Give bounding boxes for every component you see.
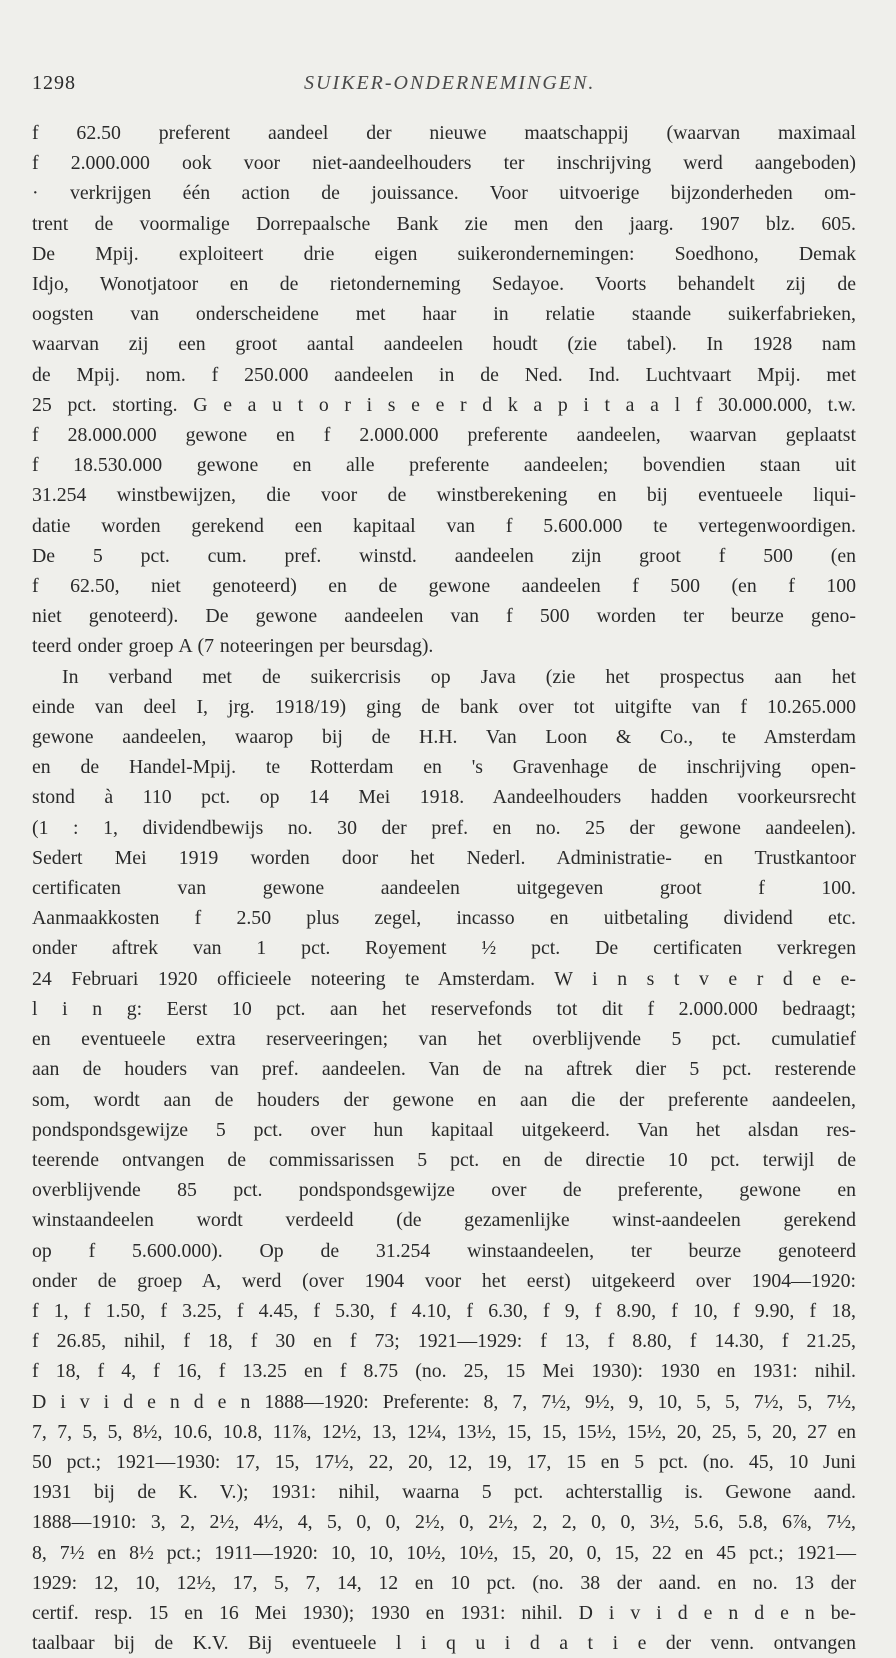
text-line: onder aftrek van 1 pct. Royement ½ pct. De certificaten verkregen <box>32 937 856 960</box>
text-line: som, wordt aan de houders der gewone en aan die der preferente aandeelen, <box>32 1088 856 1111</box>
running-title: SUIKER-ONDERNEMINGEN. <box>304 72 596 94</box>
body-text <box>32 118 856 1658</box>
text-line: In verband met de suikercrisis op Java (zie het prospectus aan het <box>62 665 856 688</box>
text-line: winstaandeelen wordt verdeeld (de gezamenlijke winst-aandeelen gerekend <box>32 1209 856 1232</box>
text-line: 50 pct.; 1921—1930: 17, 15, 17½, 22, 20, 12, 19, 17, 15 en 5 pct. (no. 45, 10 Juni <box>32 1450 856 1473</box>
text-line: certif. resp. 15 en 16 Mei 1930); 1930 en 1931: nihil. D i v i d e n d e n be- <box>32 1601 856 1624</box>
text-line: onder de groep A, werd (over 1904 voor het eerst) uitgekeerd over 1904—1920: <box>32 1269 856 1292</box>
text-line: einde van deel I, jrg. 1918/19) ging de bank over tot uitgifte van f 10.265.000 <box>32 695 856 718</box>
text-line: f 28.000.000 gewone en f 2.000.000 preferente aandeelen, waarvan geplaatst <box>32 424 856 447</box>
text-line: niet genoteerd). De gewone aandeelen van f 500 worden ter beurze geno- <box>32 605 856 628</box>
text-line: op f 5.600.000). Op de 31.254 winstaandeelen, ter beurze genoteerd <box>32 1239 856 1262</box>
text-line: (1 : 1, dividendbewijs no. 30 der pref. en no. 25 der gewone aandeelen). <box>32 816 856 839</box>
text-line: 24 Februari 1920 officieele noteering te Amsterdam. W i n s t v e r d e e- <box>32 967 856 990</box>
text-line: Idjo, Wonotjatoor en de rietonderneming Sedayoe. Voorts behandelt zij de <box>32 273 856 296</box>
text-line: · verkrijgen één action de jouissance. Voor uitvoerige bijzonderheden om- <box>32 182 856 205</box>
text-line: aan de houders van pref. aandeelen. Van de na aftrek dier 5 pct. resterende <box>32 1058 856 1081</box>
text-line: stond à 110 pct. op 14 Mei 1918. Aandeelhouders hadden voorkeursrecht <box>32 786 856 809</box>
text-line: f 62.50 preferent aandeel der nieuwe maatschappij (waarvan maximaal <box>32 122 856 144</box>
text-line: trent de voormalige Dorrepaalsche Bank zie men den jaarg. 1907 blz. 605. <box>32 212 856 235</box>
text-line: 1931 bij de K. V.); 1931: nihil, waarna 5 pct. achterstallig is. Gewone aand. <box>32 1481 856 1504</box>
text-line: De Mpij. exploiteert drie eigen suikerondernemingen: Soedhono, Demak <box>32 242 856 265</box>
text-line: 1888—1910: 3, 2, 2½, 4½, 4, 5, 0, 0, 2½, 0, 2½, 2, 2, 0, 0, 3½, 5.6, 5.8, 6⅞, 7½, <box>32 1511 856 1534</box>
text-line: waarvan zij een groot aantal aandeelen houdt (zie tabel). In 1928 nam <box>32 333 856 356</box>
text-line: f 26.85, nihil, f 18, f 30 en f 73; 1921—1929: f 13, f 8.80, f 14.30, f 21.25, <box>32 1330 856 1353</box>
text-line: 25 pct. storting. G e a u t o r i s e e r d k a p i t a a l f 30.000.000, t.w. <box>32 393 856 416</box>
text-line: De 5 pct. cum. pref. winstd. aandeelen zijn groot f 500 (en <box>32 544 856 567</box>
text-line: en de Handel-Mpij. te Rotterdam en 's Gravenhage de inschrijving open- <box>32 756 856 779</box>
text-line: f 18.530.000 gewone en alle preferente aandeelen; bovendien staan uit <box>32 454 856 477</box>
text-line: 1929: 12, 10, 12½, 17, 5, 7, 14, 12 en 10 pct. (no. 38 der aand. en no. 13 der <box>32 1571 856 1594</box>
text-line: D i v i d e n d e n 1888—1920: Preferente: 8, 7, 7½, 9½, 9, 10, 5, 5, 7½, 5, 7½, <box>32 1390 856 1413</box>
text-line: de Mpij. nom. f 250.000 aandeelen in de Ned. Ind. Luchtvaart Mpij. met <box>32 363 856 386</box>
text-line: f 2.000.000 ook voor niet-aandeelhouders ter inschrijving werd aangeboden) <box>32 152 856 175</box>
text-line: certificaten van gewone aandeelen uitgegeven groot f 100. <box>32 877 856 900</box>
text-line: f 18, f 4, f 16, f 13.25 en f 8.75 (no. 25, 15 Mei 1930): 1930 en 1931: nihil. <box>32 1360 856 1383</box>
text-line: teerende ontvangen de commissarissen 5 pct. en de directie 10 pct. terwijl de <box>32 1148 856 1171</box>
text-line: teerd onder groep A (7 noteeringen per beursdag). <box>32 635 434 658</box>
text-line: 7, 7, 5, 5, 8½, 10.6, 10.8, 11⅞, 12½, 13, 12¼, 13½, 15, 15, 15½, 15½, 20, 25, 5, 20, 27 en <box>32 1420 856 1443</box>
text-line: datie worden gerekend een kapitaal van f 5.600.000 te vertegenwoordigen. <box>32 514 856 537</box>
text-line: en eventueele extra reserveeringen; van het overblijvende 5 pct. cumulatief <box>32 1028 856 1051</box>
text-line: overblijvende 85 pct. pondspondsgewijze over de preferente, gewone en <box>32 1179 856 1202</box>
text-line: Aanmaakkosten f 2.50 plus zegel, incasso en uitbetaling dividend etc. <box>32 907 856 930</box>
text-line: f 1, f 1.50, f 3.25, f 4.45, f 5.30, f 4.10, f 6.30, f 9, f 8.90, f 10, f 9.90, f 18, <box>32 1299 856 1322</box>
text-line: gewone aandeelen, waarop bij de H.H. Van Loon & Co., te Amsterdam <box>32 726 856 749</box>
page-number: 1298 <box>32 72 76 94</box>
text-line: l i n g: Eerst 10 pct. aan het reservefonds tot dit f 2.000.000 bedraagt; <box>32 997 856 1020</box>
text-line: oogsten van onderscheidene met haar in relatie staande suikerfabrieken, <box>32 303 856 326</box>
text-line: Sedert Mei 1919 worden door het Nederl. Administratie- en Trustkantoor <box>32 846 856 869</box>
text-line: 8, 7½ en 8½ pct.; 1911—1920: 10, 10, 10½, 10½, 15, 20, 0, 15, 22 en 45 pct.; 1921— <box>32 1541 856 1564</box>
page-header <box>32 54 856 94</box>
text-line: pondspondsgewijze 5 pct. over hun kapitaal uitgekeerd. Van het alsdan res- <box>32 1118 856 1141</box>
text-line: 31.254 winstbewijzen, die voor de winstberekening en bij eventueele liqui- <box>32 484 856 507</box>
text-line: f 62.50, niet genoteerd) en de gewone aandeelen f 500 (en f 100 <box>32 575 856 598</box>
text-line: taalbaar bij de K.V. Bij eventueele l i q u i d a t i e der venn. ontvangen <box>32 1632 856 1655</box>
